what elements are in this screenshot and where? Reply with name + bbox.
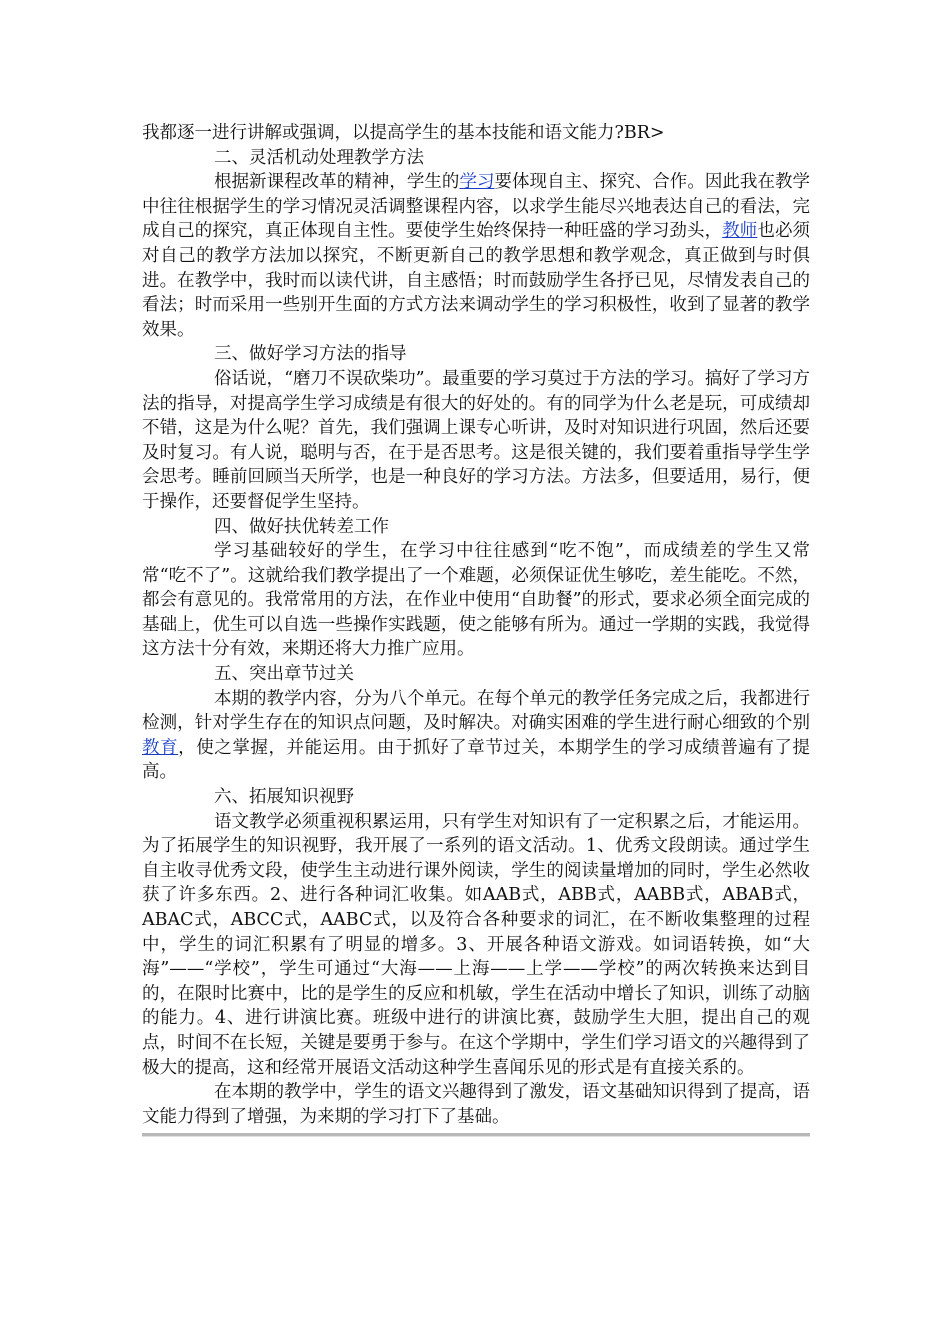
paragraph-text: 也必须对自己的教学方法加以探究，不断更新自己的教学思想和教学观念，真正做到与时俱进。在教学中，我时而以读代讲，自主感悟；时而鼓励学生各抒已见，尽情发表自己的看法；时而采用一些别开生面的方式方法来调动学生的学习积极性，收到了显著的教学效果。 xyxy=(142,221,811,340)
link-education[interactable]: 教育 xyxy=(142,737,179,758)
paragraph-text: 要体现自主、探究、合作。因此我在教学中往往根据学生的学习情况灵活调整课程内容，以求学生能尽兴地表达自己的看法，完成自己的探究，真正体现自主性。要使学生始终保持一种旺盛的学习劲头， xyxy=(142,172,811,242)
document-body xyxy=(142,121,810,1137)
bottom-divider xyxy=(142,1133,810,1137)
paragraph-text: 本期的教学内容，分为八个单元。在每个单元的教学任务完成之后，我都进行检测，针对学生存在的知识点问题，及时解决。对确实困难的学生进行耐心细致的个别 xyxy=(142,688,810,734)
section-paragraph-4: 学习基础较好的学生，在学习中往往感到“吃不饱”，而成绩差的学生又常常“吃不了”。这就给我们教学提出了一个难题，必须保证优生够吃，差生能吃。不然，都会有意见的。我常常用的方法，在作业中使用“自助餐”的形式，要求必须全面完成的基础上，优生可以自选一些操作实践题，使之能够有所为。通过一学期的实践，我觉得这方法十分有效，来期还将大力推广应用。 xyxy=(142,541,810,660)
paragraph-text: ，使之掌握，并能运用。由于抓好了章节过关，本期学生的学习成绩普遍有了提高。 xyxy=(142,737,810,783)
section-paragraph-5 xyxy=(142,687,810,785)
section-paragraph-3: 俗话说，“磨刀不误砍柴功”。最重要的学习莫过于方法的学习。搞好了学习方法的指导，对提高学生学习成绩是有很大的好处的。有的同学为什么老是玩，可成绩却不错，这是为什么呢？首先，我们强调上课专心听讲，及时对知识进行巩固，然后还要及时复习。有人说，聪明与否，在于是否思考。这是很关键的，我们要着重指导学生学会思考。睡前回顾当天所学，也是一种良好的学习方法。方法多，但要适用，易行，便于操作，还要督促学生坚持。 xyxy=(142,368,810,512)
section-heading-3: 三、做好学习方法的指导 xyxy=(214,344,407,365)
conclusion-paragraph: 在本期的教学中，学生的语文兴趣得到了激发，语文基础知识得到了提高，语文能力得到了增强，为来期的学习打下了基础。 xyxy=(142,1082,810,1127)
section-heading-2: 二、灵活机动处理教学方法 xyxy=(214,147,424,168)
intro-line: 我都逐一进行讲解或强调，以提高学生的基本技能和语文能力?BR> xyxy=(142,123,665,143)
section-paragraph-2 xyxy=(142,170,810,342)
section-heading-4: 四、做好扶优转差工作 xyxy=(214,516,389,537)
section-paragraph-6: 语文教学必须重视积累运用，只有学生对知识有了一定积累之后，才能运用。为了拓展学生的知识视野，我开展了一系列的语文活动。1、优秀文段朗读。通过学生自主收寻优秀文段，使学生主动进行课外阅读，学生的阅读量增加的同时，学生必然收获了许多东西。2、进行各种词汇收集。如AAB式，ABB式，AABB式，ABAB式，ABAC式，ABCC式，AABC式，以及符合各种要求的词汇，在不断收集整理的过程中，学生的词汇积累有了明显的增多。3、开展各种语文游戏。如词语转换，如“大海”——“学校”，学生可通过“大海——上海——上学——学校”的两次转换来达到目的，在限时比赛中，比的是学生的反应和机敏，学生在活动中增长了知识，训练了动脑的能力。4、进行讲演比赛。班级中进行的讲演比赛，鼓励学生大胆，提出自己的观点，时间不在长短，关键是要勇于参与。在这个学期中，学生们学习语文的兴趣得到了极大的提高，这和经常开展语文活动这种学生喜闻乐见的形式是有直接关系的。 xyxy=(142,811,810,1078)
link-study[interactable]: 学习 xyxy=(459,172,495,193)
section-heading-6: 六、拓展知识视野 xyxy=(214,787,354,808)
paragraph-text: 根据新课程改革的精神，学生的 xyxy=(214,172,460,193)
section-heading-5: 五、突出章节过关 xyxy=(214,664,354,685)
link-teacher[interactable]: 教师 xyxy=(722,221,758,242)
